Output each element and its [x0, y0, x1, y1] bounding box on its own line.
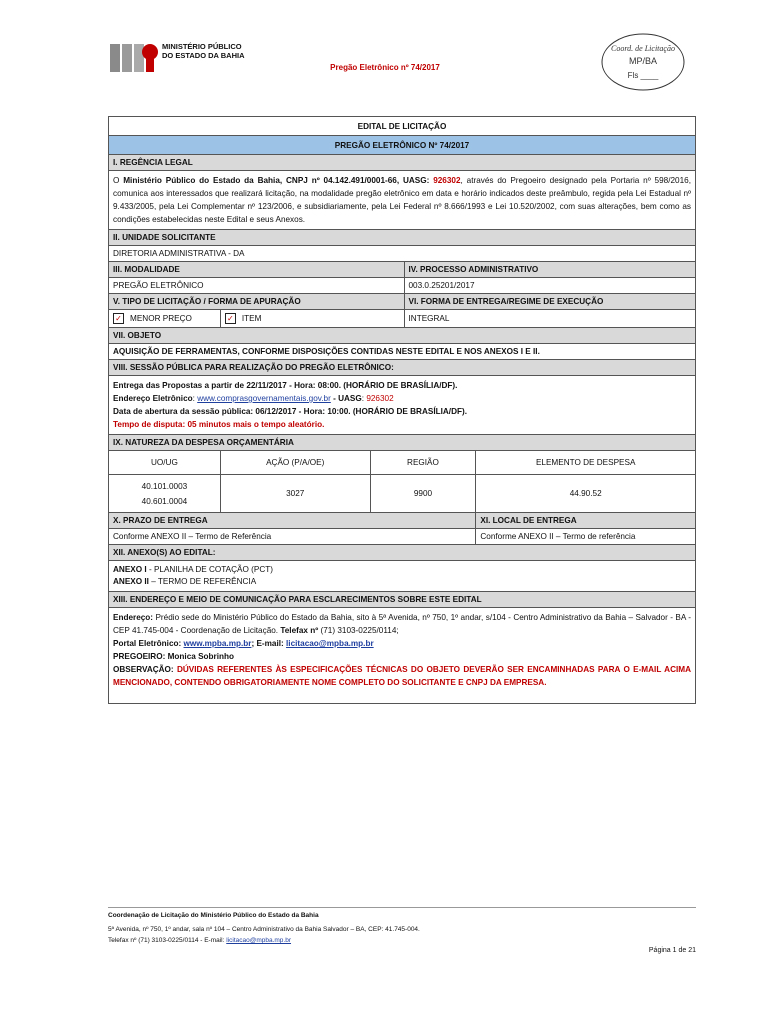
section-7-value: AQUISIÇÃO DE FERRAMENTAS, CONFORME DISPOSIÇÕES CONTIDAS NESTE EDITAL E NOS ANEXOS I E II.	[109, 344, 696, 360]
section-7-heading: VII. OBJETO	[109, 328, 696, 344]
stamp-seal	[600, 32, 686, 92]
edital-subtitle: PREGÃO ELETRÔNICO Nº 74/2017	[109, 136, 696, 155]
col-acao: AÇÃO (P/A/OE)	[220, 451, 370, 475]
col-regiao: REGIÃO	[370, 451, 476, 475]
section-11-heading: XI. LOCAL DE ENTREGA	[476, 513, 696, 529]
section-2-heading: II. UNIDADE SOLICITANTE	[109, 230, 696, 246]
footer-email-link[interactable]: licitacao@mpba.mp.br	[226, 937, 292, 944]
section-12-heading: XII. ANEXO(S) AO EDITAL:	[109, 545, 696, 561]
section-6-heading: VI. FORMA DE ENTREGA/REGIME DE EXECUÇÃO	[404, 294, 696, 310]
section-10-value: Conforme ANEXO II – Termo de Referência	[109, 529, 476, 545]
page-number: Página 1 de 21	[648, 947, 696, 954]
section-8-body	[109, 376, 696, 435]
section-13-heading: XIII. ENDEREÇO E MEIO DE COMUNICAÇÃO PARA ESCLARECIMENTOS SOBRE ESTE EDITAL	[109, 592, 696, 608]
section-13-body: Endereço: Prédio sede do Ministério Público do Estado da Bahia, sito à 5ª Avenida, nº 750, 1º andar, s/104 - Centro Administrativo da Bahia – Salvador - BA - CEP 41.745-004 - Coordenação de Licitação. Telefax nº (71) 3103-0225/0114; Portal Eletrônico: www.mpba.mp.br; E-mail: licitacao@mpba.mp.br PREGOEIRO: Monica Sobrinho OBSERVAÇÃO: DÚVIDAS REFERENTES ÀS ESPECIFICAÇÕES TÉCNICAS DO OBJETO DEVERÃO SER ENCAMINHADAS PARA O E-MAIL ACIMA MENCIONADO, CONTENDO OBRIGATORIAMENTE NOME COMPLETO DO SOLICITANTE E CNPJ DA EMPRESA.	[109, 608, 696, 704]
session-opening: Data de abertura da sessão pública: 06/12/2017 - Hora: 10:00. (HORÁRIO DE BRASÍLIA/DF).	[113, 407, 467, 416]
org-line-1: MINISTÉRIO PÚBLICO	[162, 42, 242, 51]
section-5-heading: V. TIPO DE LICITAÇÃO / FORMA DE APURAÇÃO	[109, 294, 405, 310]
cell-acao: 3027	[220, 475, 370, 513]
cell-elemento: 44.90.52	[476, 475, 696, 513]
section-4-value: 003.0.25201/2017	[404, 278, 696, 294]
section-1-body: O Ministério Público do Estado da Bahia, CNPJ nº 04.142.491/0001-66, UASG: 926302, através do Pregoeiro designado pela Portaria nº 598/2016, comunica aos interessados que realizará licitação, na modalidade pregão eletrônico em data e horário indicados deste preâmbulo, regida pela Lei Estadual nº 9.433/2005, pela Lei Complementar nº 123/2006, e subsidiariamente, pela Lei Federal nº 8.666/1993 e Lei 10.520/2002, com suas alterações, bem como as condições estabelecidas neste Edital e seus Anexos.	[109, 171, 696, 230]
section-3-value: PREGÃO ELETRÔNICO	[109, 278, 405, 294]
col-uo-ug: UO/UG	[109, 451, 221, 475]
section-3-heading: III. MODALIDADE	[109, 262, 405, 278]
observation: DÚVIDAS REFERENTES ÀS ESPECIFICAÇÕES TÉCNICAS DO OBJETO DEVERÃO SER ENCAMINHADAS PARA O E-MAIL ACIMA MENCIONADO, CONTENDO OBRIGATORIAMENTE NOME COMPLETO DO SOLICITANTE E CNPJ DA EMPRESA.	[113, 665, 692, 687]
dispute-time: Tempo de disputa: 05 minutos mais o tempo aleatório.	[113, 420, 325, 429]
stamp-line-3: Fls ____	[627, 71, 659, 80]
section-10-heading: X. PRAZO DE ENTREGA	[109, 513, 476, 529]
footer-contact: Telefax nº (71) 3103-0225/0114 - E-mail: licitacao@mpba.mp.br	[108, 937, 292, 944]
option-menor-preco: ✓ MENOR PREÇO	[109, 310, 221, 328]
footer-divider	[108, 907, 696, 908]
edital-title: EDITAL DE LICITAÇÃO	[109, 117, 696, 136]
stamp-line-2: MP/BA	[628, 56, 658, 66]
cell-uo-ug: 40.101.0003 40.601.0004	[109, 475, 221, 513]
section-8-heading: VIII. SESSÃO PÚBLICA PARA REALIZAÇÃO DO PREGÃO ELETRÔNICO:	[109, 360, 696, 376]
section-9-heading: IX. NATUREZA DA DESPESA ORÇAMENTÁRIA	[109, 435, 696, 451]
option-item: ✓ ITEM	[220, 310, 404, 328]
section-1-heading: I. REGÊNCIA LEGAL	[109, 155, 696, 171]
electronic-address: Endereço Eletrônico: www.comprasgovernamentais.gov.br - UASG: 926302	[113, 394, 394, 403]
annex-1: ANEXO I - PLANILHA DE COTAÇÃO (PCT)	[113, 565, 273, 574]
annex-2: ANEXO II – TERMO DE REFERÊNCIA	[113, 577, 257, 586]
section-11-value: Conforme ANEXO II – Termo de referência	[476, 529, 696, 545]
email-link[interactable]: licitacao@mpba.mp.br	[286, 639, 374, 648]
stamp-line-1: Coord. de Licitação	[611, 44, 675, 53]
section-2-value: DIRETORIA ADMINISTRATIVA - DA	[109, 246, 696, 262]
mpba-link[interactable]: www.mpba.mp.br	[183, 639, 252, 648]
document-title: Pregão Eletrônico nº 74/2017	[330, 63, 440, 72]
mp-logo	[108, 38, 160, 78]
pregoeiro: PREGOEIRO: Monica Sobrinho	[113, 652, 234, 661]
proposal-delivery: Entrega das Propostas a partir de 22/11/2017 - Hora: 08:00. (HORÁRIO DE BRASÍLIA/DF).	[113, 381, 458, 390]
comprasgov-link[interactable]: www.comprasgovernamentais.gov.br	[197, 394, 331, 403]
org-line-2: DO ESTADO DA BAHIA	[162, 51, 245, 60]
col-elemento: ELEMENTO DE DESPESA	[476, 451, 696, 475]
checkbox-icon: ✓	[113, 313, 124, 324]
footer-address: 5ª Avenida, nº 750, 1º andar, sala nº 104 – Centro Administrativo da Bahia Salvador – BA, CEP: 41.745-004.	[108, 926, 420, 933]
section-4-heading: IV. PROCESSO ADMINISTRATIVO	[404, 262, 696, 278]
section-12-body	[109, 561, 696, 592]
cell-regiao: 9900	[370, 475, 476, 513]
section-6-value: INTEGRAL	[404, 310, 696, 328]
footer-org: Coordenação de Licitação do Ministério Público do Estado da Bahia	[108, 912, 319, 919]
edital-table	[108, 116, 696, 704]
org-name	[162, 42, 245, 60]
checkbox-icon: ✓	[225, 313, 236, 324]
